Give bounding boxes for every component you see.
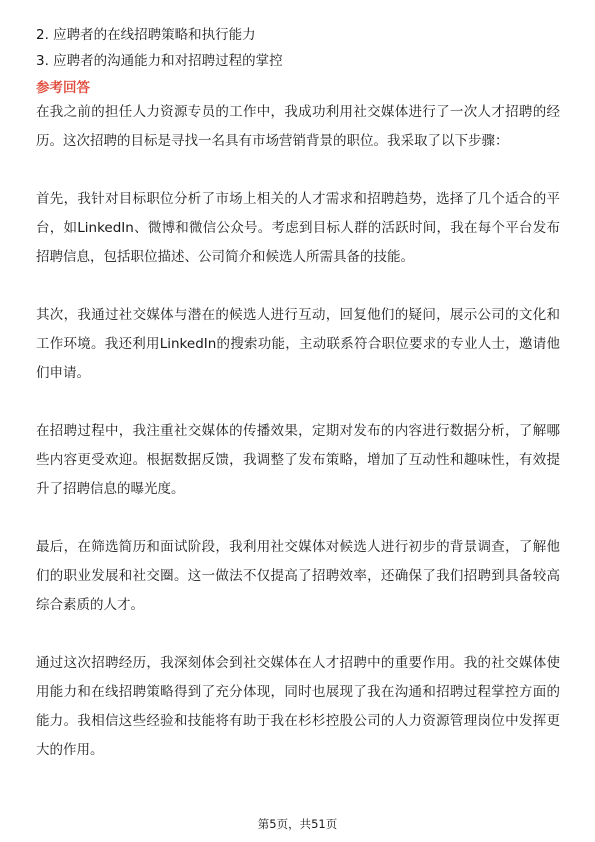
- answer-paragraph-second: 其次，我通过社交媒体与潜在的候选人进行互动，回复他们的疑问，展示公司的文化和工作环境。我还利用LinkedIn的搜索功能，主动联系符合职位要求的专业人士，邀请他们申请。: [36, 307, 560, 381]
- criteria-item-3: 3. 应聘者的沟通能力和对招聘过程的掌控: [36, 53, 283, 69]
- criteria-item-2: 2. 应聘者的在线招聘策略和执行能力: [36, 27, 256, 43]
- answer-paragraph-intro: 在我之前的担任人力资源专员的工作中，我成功利用社交媒体进行了一次人才招聘的经历。这次招聘的目标是寻找一名具有市场营销背景的职位。我采取了以下步骤：: [36, 104, 560, 149]
- page-number-footer: 第5页，共51页: [257, 817, 338, 831]
- paragraph-spacer: [36, 504, 560, 533]
- paragraph-spacer: [36, 272, 560, 301]
- reference-answer-heading: 参考回答: [36, 80, 90, 96]
- answer-paragraph-final: 最后，在筛选简历和面试阶段，我利用社交媒体对候选人进行初步的背景调查，了解他们的职业发展和社交圈。这一做法不仅提高了招聘效率，还确保了我们招聘到具备较高综合素质的人才。: [36, 539, 560, 613]
- paragraph-spacer: [36, 620, 560, 649]
- answer-paragraph-conclusion: 通过这次招聘经历，我深刻体会到社交媒体在人才招聘中的重要作用。我的社交媒体使用能力和在线招聘策略得到了充分体现，同时也展现了我在沟通和招聘过程掌控方面的能力。我相信这些经验和技能将有助于我在杉杉控股公司的人力资源管理岗位中发挥更大的作用。: [36, 655, 560, 758]
- answer-paragraph-process: 在招聘过程中，我注重社交媒体的传播效果，定期对发布的内容进行数据分析，了解哪些内容更受欢迎。根据数据反馈，我调整了发布策略，增加了互动性和趣味性，有效提升了招聘信息的曝光度。: [36, 423, 560, 497]
- answer-paragraph-first: 首先，我针对目标职位分析了市场上相关的人才需求和招聘趋势，选择了几个适合的平台，如LinkedIn、微博和微信公众号。考虑到目标人群的活跃时间，我在每个平台发布招聘信息，包括职位描述、公司简介和候选人所需具备的技能。: [36, 191, 560, 265]
- paragraph-spacer: [36, 388, 560, 417]
- paragraph-spacer: [36, 156, 560, 185]
- page-content: [36, 22, 560, 765]
